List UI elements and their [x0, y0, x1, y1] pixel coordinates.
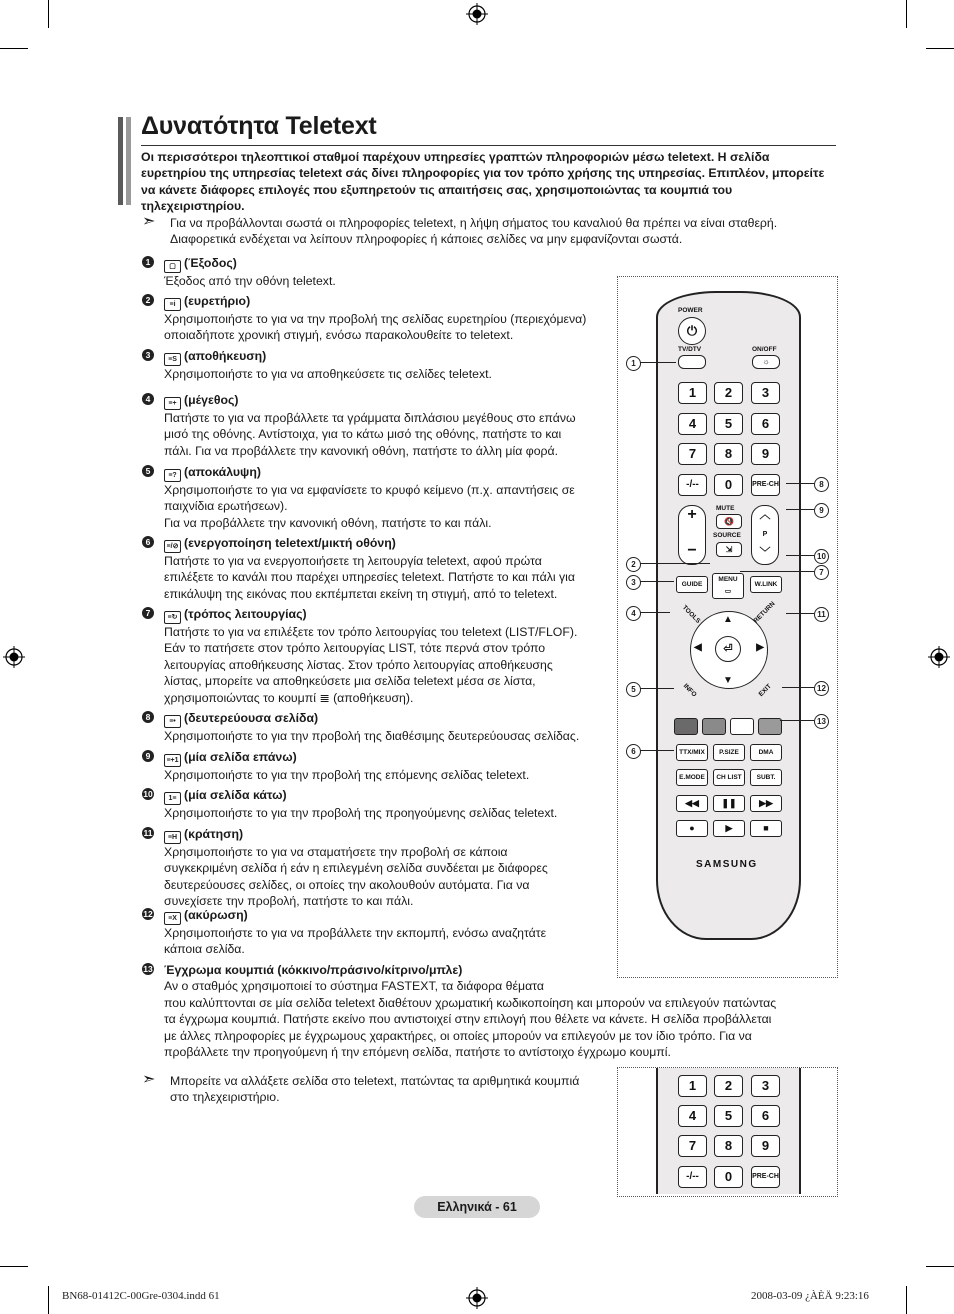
callout-line [786, 509, 814, 510]
callout-line [640, 612, 670, 613]
item-heading [164, 293, 586, 311]
teletext-button-icon: ≡+1 [164, 754, 181, 767]
stop-button[interactable]: ■ [750, 820, 782, 837]
item-body [164, 826, 548, 910]
item-heading-text: (κράτηση) [184, 827, 244, 841]
item-heading-text: (ακύρωση) [184, 908, 248, 922]
digit-button[interactable]: 1 [678, 1075, 707, 1097]
callout-line [786, 613, 814, 614]
item-description-line: συνεχίσετε την προβολή, πατήστε το και πάλι. [164, 894, 414, 909]
digit-button[interactable]: 6 [751, 1105, 780, 1127]
item-description-line: Πατήστε το για να προβάλλετε τα γράμματα διπλάσιου μεγέθους στο επάνω [164, 411, 576, 425]
teletext-button-icon: ≡S [164, 353, 181, 366]
item-description-line: Χρησιμοποιήστε το για να αποθηκεύσετε τις σελίδες teletext. [164, 367, 492, 381]
item-heading-text: (αποθήκευση) [184, 349, 267, 363]
item-number-badge: 9 [142, 750, 154, 762]
pause-button[interactable]: ❚❚ [713, 795, 745, 812]
callout: 8 [814, 477, 829, 492]
note-arrow-icon: ➣ [142, 213, 156, 230]
registration-mark-icon [928, 646, 950, 668]
item-heading-text: (τρόπος λειτουργίας) [184, 607, 307, 621]
intro-paragraph: Οι περισσότεροι τηλεοπτικοί σταθμοί παρέχουν υπηρεσίες γραπτών πληροφοριών μέσω teletext. Η σελίδα ευρετηρίου της υπηρεσίας teletext σάς δίνει πληροφορίες για τον τρόπο χρήσης της υπηρεσίας. Επιπλέον, μπορείτε να κάνετε διάφορες επιλογές που εξυπηρετούν τις απαιτήσεις σας, χρησιμοποιώντας τα κουμπιά του τηλεχειριστηρίου. [141, 150, 825, 214]
note-text: Για να προβάλλονται σωστά οι πληροφορίες teletext, η λήψη σήματος του καναλιού θα πρέπει να είναι σταθερή. Διαφορετικά ενδέχεται να λείπουν πληροφορίες ή κάποιες σελίδες να μην εμφανίζονται σωστά. [170, 216, 778, 247]
play-button[interactable]: ▶ [713, 820, 745, 837]
teletext-button-icon: ▢ [164, 260, 181, 273]
item-description-line: Χρησιμοποιήστε το για να σταματήσετε την προβολή σε κάποια [164, 845, 508, 859]
digit-button[interactable]: 6 [751, 413, 780, 435]
item-heading [164, 749, 529, 767]
item-body [164, 787, 557, 821]
record-button[interactable]: ● [676, 820, 708, 837]
digit-button[interactable]: 5 [714, 1105, 743, 1127]
menu-button[interactable]: MENU ▭ [712, 573, 744, 599]
tvdtv-button[interactable] [678, 355, 706, 369]
callout-line [640, 362, 676, 363]
page-title: Δυνατότητα Teletext [141, 112, 377, 140]
teletext-button-icon: ≡i [164, 298, 181, 311]
item-description-line: Χρησιμοποιήστε το για την προβολή της προηγούμενης σελίδας teletext. [164, 806, 558, 820]
item-heading [164, 348, 492, 366]
title-decoration [118, 117, 123, 205]
source-label: SOURCE [713, 532, 741, 539]
item-description-line: που καλύπτονται σε μία σελίδα teletext διαθέτουν χρωματική κωδικοποίηση και μπορούν να επιλεγούν πατώντας [164, 995, 777, 1010]
subt-button[interactable]: SUBT. [750, 769, 782, 786]
crop-mark [0, 48, 28, 49]
rewind-button[interactable]: ◀◀ [676, 795, 708, 812]
item-description-line: προβάλλετε την προηγούμενη ή την επόμενη σελίδα, πατήστε το αντίστοιχο έγχρωμο κουμπί. [164, 1045, 671, 1060]
crop-mark [926, 48, 954, 49]
digit-button[interactable]: 8 [714, 443, 743, 465]
blue-button[interactable] [758, 718, 782, 735]
digit-button[interactable]: 2 [714, 382, 743, 404]
callout: 5 [626, 682, 641, 697]
item-body [164, 710, 579, 744]
registration-mark-icon [3, 646, 25, 668]
item-description-line: λίστας, μπορείτε να αποθηκεύσετε μια σελίδα teletext μέσα σε λίστα, [164, 674, 536, 689]
teletext-button-icon: ≡H [164, 831, 181, 844]
item-body [164, 348, 492, 382]
digit-button[interactable]: 9 [751, 1135, 780, 1157]
exit-label: EXIT [757, 682, 773, 699]
digit-button[interactable]: 8 [714, 1135, 743, 1157]
item-number-badge: 13 [143, 964, 153, 974]
item-number-badge: 5 [142, 465, 154, 477]
fastforward-button[interactable]: ▶▶ [750, 795, 782, 812]
item-heading-text: Έγχρωμα κουμπιά (κόκκινο/πράσινο/κίτρινο/μπλε) [164, 963, 463, 977]
volume-rocker[interactable]: + − [678, 505, 706, 565]
item-heading-text: (μία σελίδα κάτω) [184, 788, 287, 802]
title-decoration [126, 117, 131, 205]
power-label: POWER [678, 307, 703, 314]
item-body [164, 535, 575, 602]
item-heading-text: (ευρετήριο) [184, 294, 251, 308]
red-button[interactable] [674, 718, 698, 735]
file-slug: BN68-01412C-00Gre-0304.indd 61 [62, 1290, 220, 1302]
item-heading-text: (μία σελίδα επάνω) [184, 750, 297, 764]
callout-line [640, 581, 674, 582]
page-number: Ελληνικά - 61 [414, 1196, 540, 1218]
item-number-badge: 8 [142, 711, 154, 723]
item-description-line: οποιαδήποτε χρονική στιγμή, ενόσω παρακολουθείτε το teletext. [164, 328, 514, 343]
item-description-line: Χρησιμοποιήστε το για την προβολή της επόμενης σελίδας teletext. [164, 768, 530, 782]
callout: 11 [814, 607, 829, 622]
psize-button[interactable]: P.SIZE [713, 744, 745, 761]
item-number-badge: 11 [143, 828, 153, 838]
teletext-button-icon: ≡• [164, 715, 181, 728]
digit-button[interactable]: 3 [751, 382, 780, 404]
item-description-line: χρησιμοποιώντας το κουμπί ≣ (αποθήκευση). [164, 690, 414, 705]
note-arrow-icon: ➣ [142, 1071, 156, 1088]
crop-mark [906, 1286, 907, 1314]
digit-button[interactable]: 7 [678, 1135, 707, 1157]
item-description-line: επιλέξετε το κανάλι που παρέχει υπηρεσίες teletext. Πατήστε το και πάλι για [164, 570, 576, 585]
item-heading [164, 392, 576, 410]
digit-button[interactable]: 0 [714, 474, 743, 496]
item-description-line: δευτερεύουσες σελίδες, οι οποίες την ακολουθούν αυτόματα. Για να [164, 877, 530, 892]
item-body [164, 293, 586, 344]
emode-button[interactable]: E.MODE [676, 769, 708, 786]
callout-line [640, 750, 674, 751]
item-body [164, 464, 575, 531]
item-description-line: Εάν το πατήσετε στον τρόπο λειτουργίας LIST, τότε περνά στον τρόπο [164, 641, 546, 656]
item-description-line: Πατήστε το για να ενεργοποιήσετε τη λειτουργία teletext, αφού πρώτα [164, 554, 542, 568]
teletext-button-icon: ≡+ [164, 397, 181, 410]
teletext-button-icon: ≡? [164, 469, 181, 482]
crop-mark [48, 1286, 49, 1314]
callout-line [786, 555, 814, 556]
item-description-line: Χρησιμοποιήστε το για να την προβολή της σελίδας ευρετηρίου (περιεχόμενα) [164, 312, 587, 326]
item-heading-text: (Έξοδος) [184, 256, 237, 270]
keypad-closeup [656, 1068, 801, 1194]
crop-mark [906, 0, 907, 28]
channel-rocker[interactable]: ︿ P ﹀ [751, 505, 779, 565]
callout-line [780, 720, 814, 721]
source-button[interactable]: ⇲ [716, 542, 742, 557]
item-heading [164, 464, 575, 482]
item-heading [164, 606, 577, 624]
item-body [164, 392, 576, 459]
prech-button[interactable]: PRE-CH [751, 1166, 780, 1188]
onoff-label: ON/OFF [752, 346, 777, 353]
item-description-line: μισό της οθόνης. Αντίστοιχα, για το κάτω μισό της οθόνης, πατήστε το και [164, 427, 562, 442]
digit-button[interactable]: 4 [678, 413, 707, 435]
item-description-line: Χρησιμοποιήστε το για να εμφανίσετε το κρυφό κείμενο (π.χ. απαντήσεις σε [164, 483, 575, 497]
item-heading [164, 710, 579, 728]
callout: 7 [814, 565, 829, 580]
callout-line [640, 563, 710, 564]
item-heading-text: (ενεργοποίηση teletext/μικτή οθόνη) [184, 536, 396, 550]
item-number-badge: 6 [142, 536, 154, 548]
navigation-pad[interactable]: ▲ ▼ ◀ ▶ ⏎ [690, 611, 768, 689]
item-description-line: με άλλες πληροφορίες με έγχρωμους χαρακτήρες, οι οποίες μπορούν να επιλεγούν με τον ίδιο τρόπο. Για να [164, 1028, 752, 1043]
item-description-line: Έξοδος από την οθόνη teletext. [164, 274, 336, 288]
item-heading [164, 826, 548, 844]
digit-button[interactable]: 7 [678, 443, 707, 465]
item-description-line: λειτουργίας αποθήκευσης λίστας. Στον τρόπο λειτουργίας αποθήκευσης [164, 657, 553, 672]
note-text: Μπορείτε να αλλάξετε σελίδα στο teletext, πατώντας τα αριθμητικά κουμπιά στο τηλεχειριστήριο. [170, 1074, 580, 1105]
item-heading [164, 255, 336, 273]
callout: 4 [626, 606, 641, 621]
callout: 1 [626, 356, 641, 371]
digit-button[interactable]: 0 [714, 1166, 743, 1188]
return-label: RETURN [752, 600, 777, 625]
teletext-button-icon: 1≡ [164, 792, 181, 805]
item-number-badge: 10 [143, 789, 153, 799]
item-description-line: Για να προβάλλετε την κανονική οθόνη, πατήστε το και πάλι. [164, 515, 492, 530]
wlink-button[interactable]: W.LINK [750, 576, 782, 593]
item-description-line: Πατήστε το για να επιλέξετε τον τρόπο λειτουργίας του teletext (LIST/FLOF). [164, 625, 578, 639]
dash-button[interactable]: -/-- [678, 474, 707, 496]
mute-button[interactable]: 🔇 [716, 514, 742, 529]
yellow-button[interactable] [730, 718, 754, 735]
item-description-line: τα έγχρωμα κουμπιά. Πατήστε εκείνο που αντιστοιχεί στην επιλογή που θέλετε να κάνετε. Η σελίδα προβάλλεται [164, 1012, 772, 1027]
digit-button[interactable]: 1 [678, 382, 707, 404]
mute-label: MUTE [716, 505, 735, 512]
item-number-badge: 2 [142, 294, 154, 306]
light-button[interactable]: ☼ [752, 355, 780, 369]
guide-button[interactable]: GUIDE [676, 576, 708, 593]
item-heading [164, 907, 546, 925]
item-heading-text: (μέγεθος) [184, 393, 239, 407]
callout: 2 [626, 557, 641, 572]
item-description-line: παιχνίδια ερωτήσεων). [164, 499, 288, 514]
item-description-line: συγκεκριμένη σελίδα ή εάν η επιλεγμένη σελίδα συνδέεται με διάφορες [164, 861, 548, 876]
item-number-badge: 1 [142, 256, 154, 268]
crop-mark [926, 1266, 954, 1267]
green-button[interactable] [702, 718, 726, 735]
date-slug: 2008-03-09 ¿ÀÈÄ 9:23:16 [751, 1290, 869, 1302]
digit-button[interactable]: 4 [678, 1105, 707, 1127]
registration-mark-icon [466, 3, 488, 25]
registration-mark-icon [466, 1287, 488, 1309]
tvdtv-label: TV/DTV [678, 346, 702, 353]
digit-button[interactable]: 2 [714, 1075, 743, 1097]
callout: 3 [626, 575, 641, 590]
callout: 13 [814, 714, 829, 729]
item-heading-text: (αποκάλυψη) [184, 465, 261, 479]
ttxmix-button[interactable]: TTX/MIX [676, 744, 708, 761]
crop-mark [48, 0, 49, 28]
tools-label: TOOLS [680, 604, 702, 625]
item-number-badge: 7 [142, 607, 154, 619]
brand-logo: SAMSUNG [696, 859, 758, 870]
item-description-line: επικάλυψη της εικόνας που εκπέμπεται εκείνη τη στιγμή, από το teletext. [164, 586, 558, 601]
callout-line [782, 687, 814, 688]
dma-button[interactable]: DMA [750, 744, 782, 761]
info-label: INFO [681, 682, 698, 699]
remote-control [656, 291, 801, 940]
item-heading-text: (δευτερεύουσα σελίδα) [184, 711, 319, 725]
callout-line [740, 571, 814, 572]
item-number-badge: 3 [142, 349, 154, 361]
item-description-line: κάποια σελίδα. [164, 942, 245, 957]
enter-button[interactable]: ⏎ [715, 636, 741, 662]
item-description-line: Αν ο σταθμός χρησιμοποιεί το σύστημα FASTEXT, τα διάφορα θέματα [164, 979, 544, 994]
item-number-badge: 12 [143, 909, 153, 919]
digit-button[interactable]: 5 [714, 413, 743, 435]
callout: 10 [814, 549, 829, 564]
item-description-line: πάλι. Για να προβάλλετε την κανονική οθόνη, πατήστε το άλλη μία φορά. [164, 443, 559, 458]
item-description-line: Χρησιμοποιήστε το για την προβολή της διαθέσιμης δευτερεύουσας σελίδας. [164, 729, 580, 743]
dash-button[interactable]: -/-- [678, 1166, 707, 1188]
teletext-button-icon: ≡X [164, 912, 181, 925]
crop-mark [0, 1266, 28, 1267]
callout: 12 [814, 681, 829, 696]
item-body [164, 907, 546, 958]
callout: 6 [626, 744, 641, 759]
item-heading [164, 535, 575, 553]
teletext-button-icon: ≡↻ [164, 611, 181, 624]
teletext-button-icon: ≡/⊘ [164, 540, 181, 553]
callout: 9 [814, 503, 829, 518]
item-number-badge: 4 [142, 393, 154, 405]
chlist-button[interactable]: CH LIST [713, 769, 745, 786]
prech-button[interactable]: PRE-CH [751, 474, 780, 496]
item-body [164, 749, 529, 783]
callout-line [786, 483, 814, 484]
item-body [164, 255, 336, 289]
power-button[interactable]: ⏻ [678, 317, 706, 345]
title-rule [141, 145, 836, 146]
item-description-line: Χρησιμοποιήστε το για να προβάλλετε την εκπομπή, ενόσω αναζητάτε [164, 926, 547, 940]
callout-line [640, 688, 674, 689]
item-heading [164, 787, 557, 805]
item-body [164, 606, 577, 706]
digit-button[interactable]: 3 [751, 1075, 780, 1097]
digit-button[interactable]: 9 [751, 443, 780, 465]
